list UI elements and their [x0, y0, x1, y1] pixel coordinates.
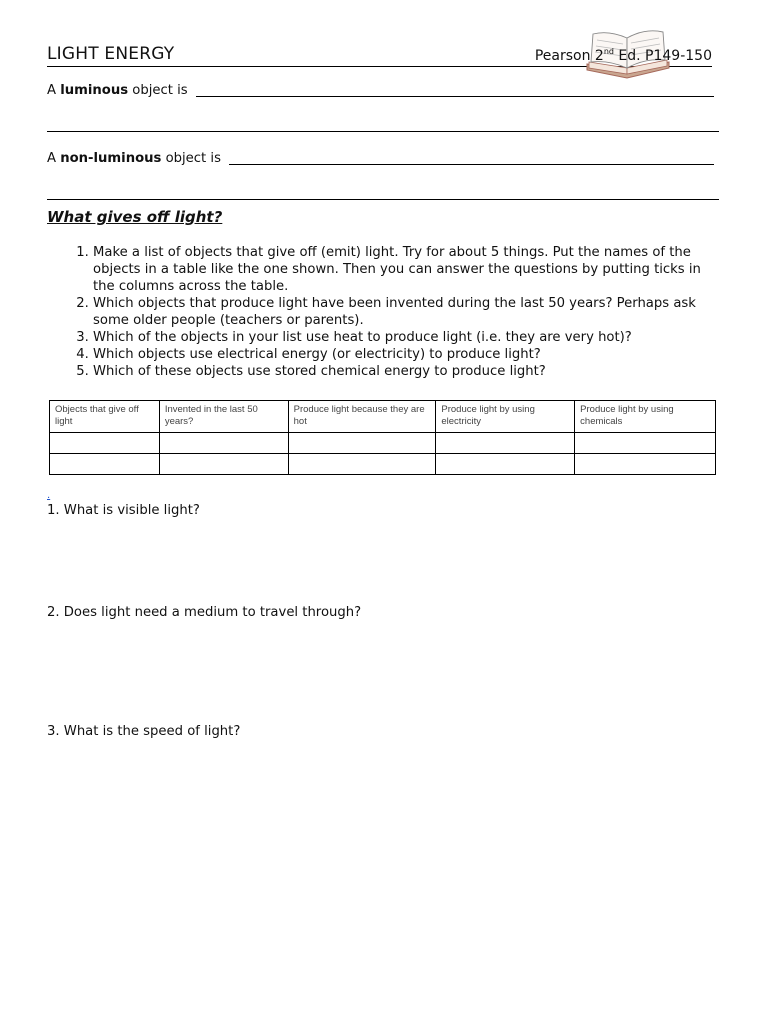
table-header-cell: Produce light because they are hot	[288, 401, 436, 433]
def-suffix: object is	[161, 151, 221, 166]
hyperlink-dot[interactable]: .	[47, 490, 51, 501]
table-cell[interactable]	[159, 433, 288, 454]
table-cell[interactable]	[50, 433, 160, 454]
followup-question-3: 3. What is the speed of light?	[47, 724, 241, 739]
table-header-cell: Objects that give off light	[50, 401, 160, 433]
def-suffix: object is	[128, 83, 188, 98]
question-list	[47, 244, 717, 380]
table-cell[interactable]	[575, 433, 716, 454]
light-objects-table	[49, 400, 716, 475]
table-row	[50, 454, 716, 475]
question-item: 4. Which objects use electrical energy (or electricity) to produce light?	[93, 346, 717, 363]
def-prefix: A	[47, 151, 61, 166]
question-item: 5. Which of these objects use stored chemical energy to produce light?	[93, 363, 717, 380]
non-luminous-answer-line-2[interactable]	[47, 199, 719, 200]
page-title: LIGHT ENERGY	[47, 44, 175, 64]
table-cell[interactable]	[436, 433, 575, 454]
header	[47, 44, 712, 67]
luminous-definition	[47, 83, 188, 99]
table-header-cell: Produce light by using chemicals	[575, 401, 716, 433]
table-header-cell: Invented in the last 50 years?	[159, 401, 288, 433]
table-header-cell: Produce light by using electricity	[436, 401, 575, 433]
question-item: 3. Which of the objects in your list use heat to produce light (i.e. they are very hot)?	[93, 329, 717, 346]
table-cell[interactable]	[288, 454, 436, 475]
ref-superscript: nd	[603, 47, 614, 56]
luminous-answer-line[interactable]	[196, 96, 714, 97]
ref-prefix: Pearson 2	[534, 48, 604, 64]
ref-suffix: Ed. P149-150	[613, 48, 712, 64]
table-header-row	[50, 401, 716, 433]
luminous-term: luminous	[60, 83, 129, 98]
non-luminous-answer-line[interactable]	[229, 164, 714, 165]
table-cell[interactable]	[50, 454, 160, 475]
luminous-answer-line-2[interactable]	[47, 131, 719, 132]
def-prefix: A	[47, 83, 61, 98]
followup-question-2: 2. Does light need a medium to travel through?	[47, 605, 362, 620]
non-luminous-definition	[47, 151, 221, 167]
question-item: 2. Which objects that produce light have been invented during the last 50 years? Perhaps ask some older people (teachers or parents).	[93, 295, 717, 329]
table-row	[50, 433, 716, 454]
table-cell[interactable]	[159, 454, 288, 475]
textbook-reference	[535, 47, 712, 64]
followup-question-1: 1. What is visible light?	[47, 503, 200, 518]
non-luminous-term: non-luminous	[60, 151, 162, 166]
section-title: What gives off light?	[47, 208, 223, 226]
table-cell[interactable]	[575, 454, 716, 475]
table-cell[interactable]	[436, 454, 575, 475]
table-cell[interactable]	[288, 433, 436, 454]
question-item: 1. Make a list of objects that give off (emit) light. Try for about 5 things. Put the names of the objects in a table like the one shown. Then you can answer the questions by putting ticks in the columns across the table.	[93, 244, 717, 295]
